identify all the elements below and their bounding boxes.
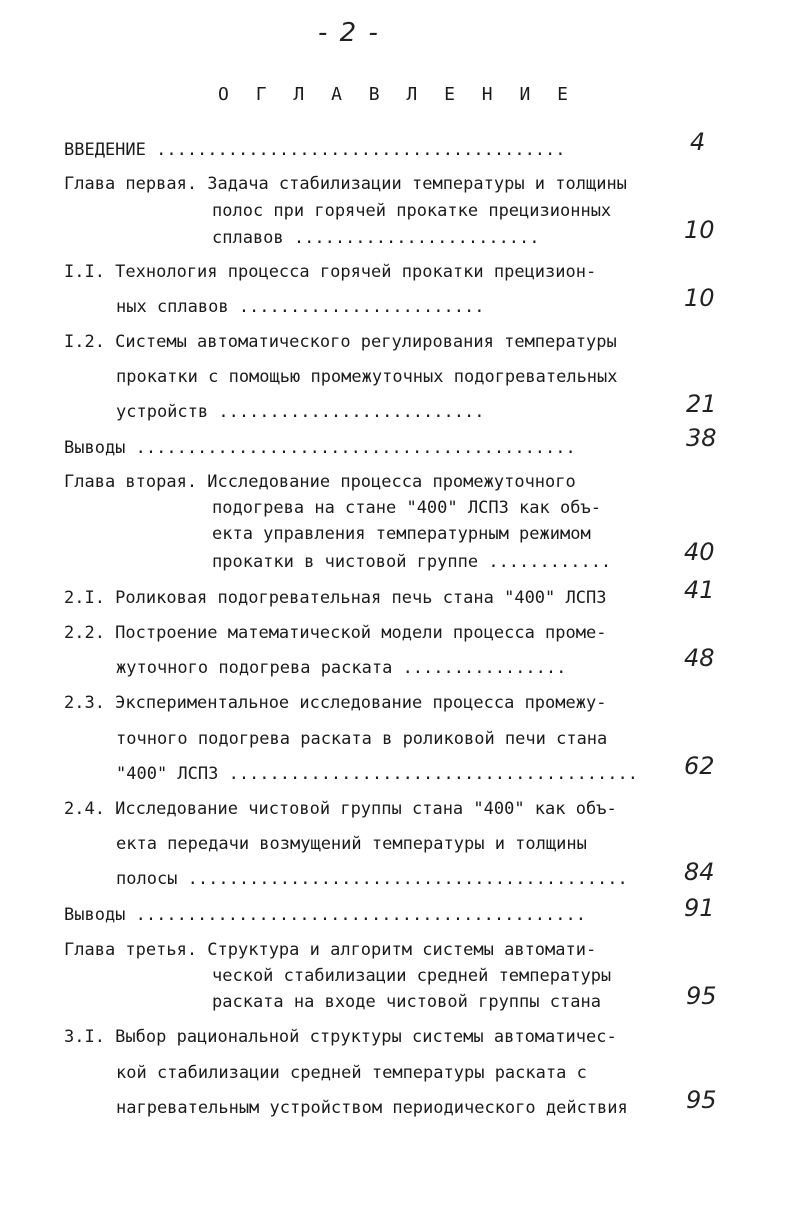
toc-line: ВВЕДЕНИЕ ........................................ [64, 140, 566, 160]
toc-line: полосы ........................................... [116, 869, 628, 889]
toc-page-number: 84 [684, 858, 715, 886]
toc-line: Выводы ............................................ [64, 905, 586, 925]
toc-page-number: 62 [684, 752, 715, 780]
toc-line: Выводы ........................................... [64, 438, 576, 458]
page-heading: О Г Л А В Л Е Н И Е [218, 84, 576, 105]
toc-line: Глава вторая. Исследование процесса промежуточного [64, 472, 576, 492]
toc-line: екта передачи возмущений температуры и толщины [116, 834, 587, 854]
toc-line: раската на входе чистовой группы стана [212, 992, 601, 1012]
toc-page-number: 10 [684, 216, 715, 244]
toc-page-number: 95 [686, 1086, 717, 1114]
page-number: - 2 - [318, 18, 380, 48]
toc-line: ных сплавов ........................ [116, 297, 485, 317]
toc-line: 3.I. Выбор рациональной структуры системы автоматичес- [64, 1027, 617, 1047]
toc-page-number: 40 [684, 538, 715, 566]
toc-line: подогрева на стане "400" ЛСПЗ как объ- [212, 498, 601, 518]
toc-line: 2.4. Исследование чистовой группы стана "400" как объ- [64, 799, 617, 819]
toc-line: прокатки с помощью промежуточных подогревательных [116, 367, 618, 387]
toc-line: кой стабилизации средней температуры раската с [116, 1063, 587, 1083]
toc-line: 2.3. Экспериментальное исследование процесса промежу- [64, 693, 607, 713]
toc-line: I.2. Системы автоматического регулирования температуры [64, 332, 617, 352]
toc-page-number: 95 [686, 982, 717, 1010]
toc-page-number: 41 [684, 576, 715, 604]
toc-line: екта управления температурным режимом [212, 524, 591, 544]
toc-line: 2.I. Роликовая подогревательная печь стана "400" ЛСПЗ [64, 588, 607, 608]
toc-line: жуточного подогрева раската ................ [116, 658, 567, 678]
toc-line: "400" ЛСПЗ ........................................ [116, 764, 638, 784]
toc-line: прокатки в чистовой группе ............ [212, 552, 612, 572]
toc-page-number: 4 [690, 128, 706, 156]
toc-line: Глава третья. Структура и алгоритм системы автомати- [64, 940, 597, 960]
toc-line: ческой стабилизации средней температуры [212, 966, 612, 986]
toc-page-number: 91 [684, 894, 715, 922]
toc-line: точного подогрева раската в роликовой печи стана [116, 729, 608, 749]
toc-page-number: 38 [686, 424, 717, 452]
toc-line: устройств .......................... [116, 402, 485, 422]
toc-page-number: 10 [684, 284, 715, 312]
toc-line: I.I. Технология процесса горячей прокатки прецизион- [64, 262, 597, 282]
toc-line: 2.2. Построение математической модели процесса проме- [64, 623, 607, 643]
toc-line: полос при горячей прокатке прецизионных [212, 201, 612, 221]
toc-page-number: 48 [684, 644, 715, 672]
toc-line: нагревательным устройством периодического действия [116, 1098, 628, 1118]
toc-line: Глава первая. Задача стабилизации температуры и толщины [64, 174, 627, 194]
toc-page-number: 21 [686, 390, 717, 418]
toc-line: сплавов ........................ [212, 228, 540, 248]
